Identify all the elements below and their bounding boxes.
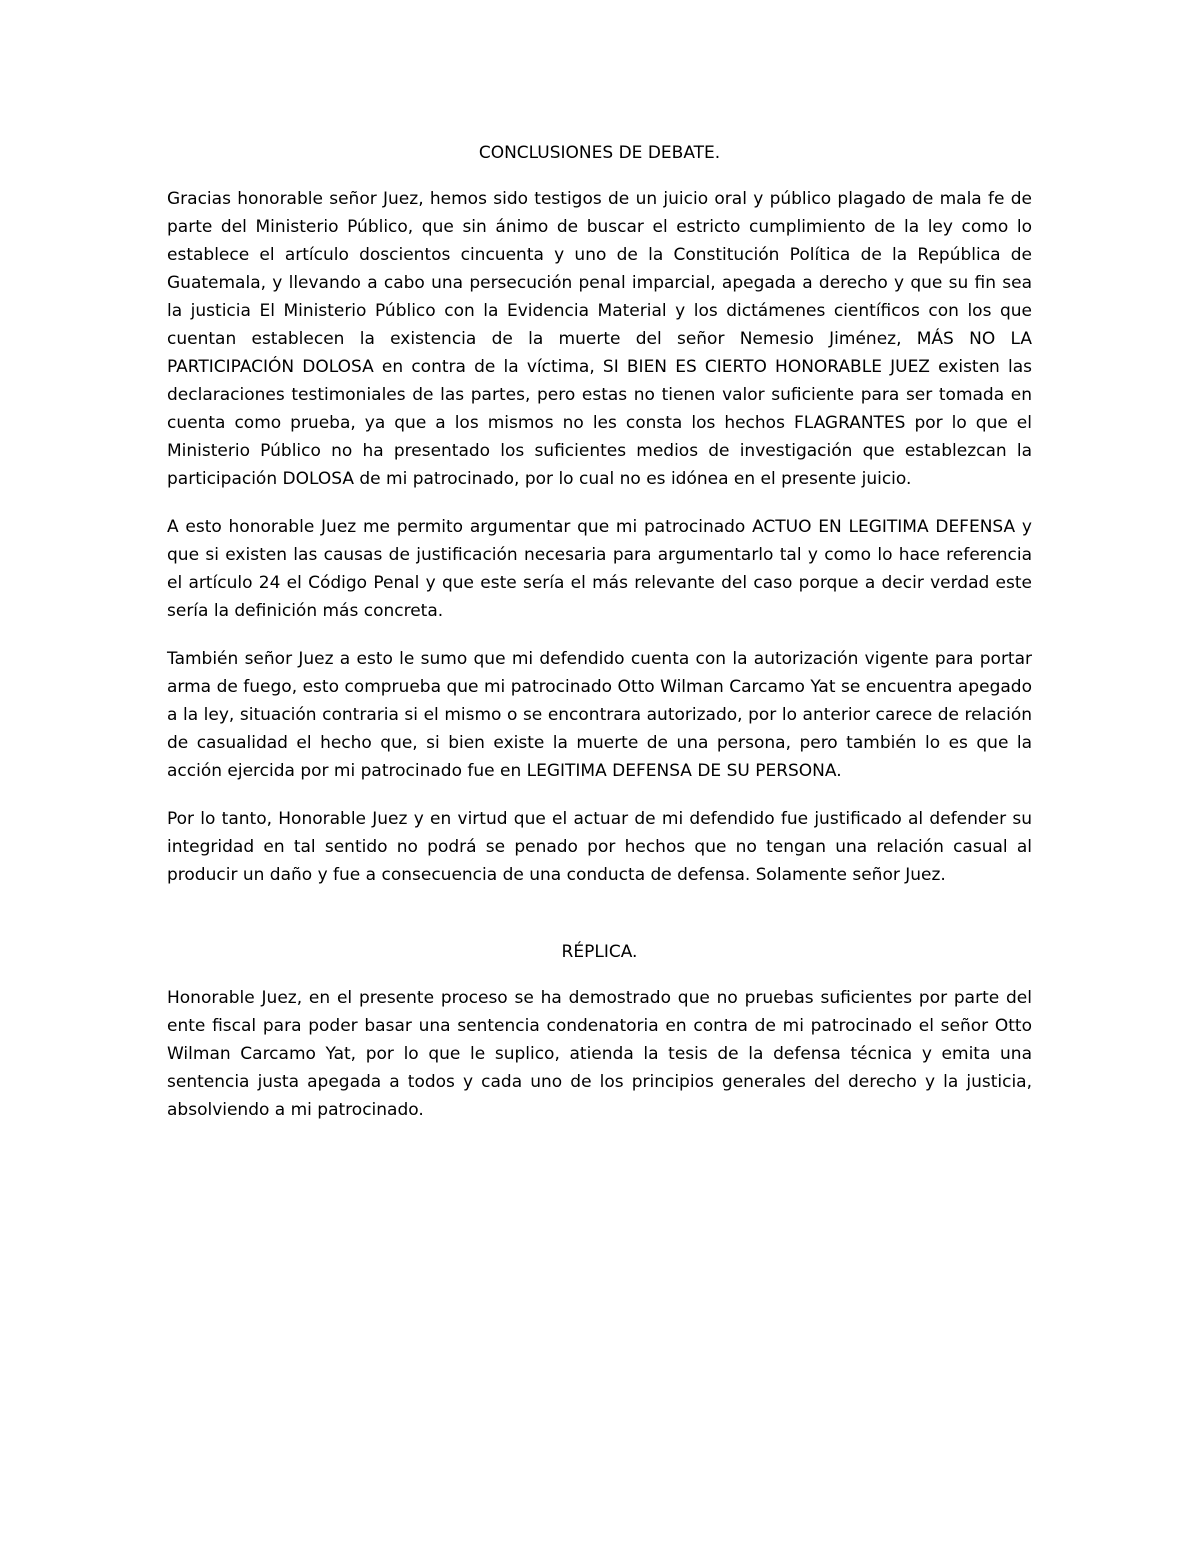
paragraph-replica-1: Honorable Juez, en el presente proceso se ha demostrado que no pruebas suficientes por parte del ente fiscal para poder basar una sentencia condenatoria en contra de mi patrocinado el señor Otto Wilman Carcamo Yat, por lo que le suplico, atienda la tesis de la defensa técnica y emita una sentencia justa apegada a todos y cada uno de los principios generales del derecho y la justicia, absolviendo a mi patrocinado. [167, 988, 1032, 1120]
paragraph-conclusiones-1: Gracias honorable señor Juez, hemos sido testigos de un juicio oral y público plagado de mala fe de parte del Ministerio Público, que sin ánimo de buscar el estricto cumplimiento de la ley como lo establece el artículo doscientos cincuenta y uno de la Constitución Política de la República de Guatemala, y llevando a cabo una persecución penal imparcial, apegada a derecho y que su fin sea la justicia El Ministerio Público con la Evidencia Material y los dictámenes científicos con los que cuentan establecen la existencia de la muerte del señor Nemesio Jiménez, MÁS NO LA PARTICIPACIÓN DOLOSA en contra de la víctima, SI BIEN ES CIERTO HONORABLE JUEZ existen las declaraciones testimoniales de las partes, pero estas no tienen valor suficiente para ser tomada en cuenta como prueba, ya que a los mismos no les consta los hechos FLAGRANTES por lo que el Ministerio Público no ha presentado los suficientes medios de investigación que establezcan la participación DOLOSA de mi patrocinado, por lo cual no es idónea en el presente juicio. [167, 189, 1032, 489]
paragraph-conclusiones-4: Por lo tanto, Honorable Juez y en virtud que el actuar de mi defendido fue justificado al defender su integridad en tal sentido no podrá se penado por hechos que no tengan una relación casual al producir un daño y fue a consecuencia de una conducta de defensa. Solamente señor Juez. [167, 809, 1032, 885]
paragraph-conclusiones-2: A esto honorable Juez me permito argumentar que mi patrocinado ACTUO EN LEGITIMA DEFENSA y que si existen las causas de justificación necesaria para argumentarlo tal y como lo hace referencia el artículo 24 el Código Penal y que este sería el más relevante del caso porque a decir verdad este sería la definición más concreta. [167, 517, 1032, 621]
section-heading-replica: RÉPLICA. [561, 942, 638, 962]
section-heading-conclusiones: CONCLUSIONES DE DEBATE. [478, 143, 721, 163]
paragraph-conclusiones-3: También señor Juez a esto le sumo que mi defendido cuenta con la autorización vigente para portar arma de fuego, esto comprueba que mi patrocinado Otto Wilman Carcamo Yat se encuentra apegado a la ley, situación contraria si el mismo o se encontrara autorizado, por lo anterior carece de relación de casualidad el hecho que, si bien existe la muerte de una persona, pero también lo es que la acción ejercida por mi patrocinado fue en LEGITIMA DEFENSA DE SU PERSONA. [167, 649, 1032, 781]
document-body [167, 140, 1032, 1144]
